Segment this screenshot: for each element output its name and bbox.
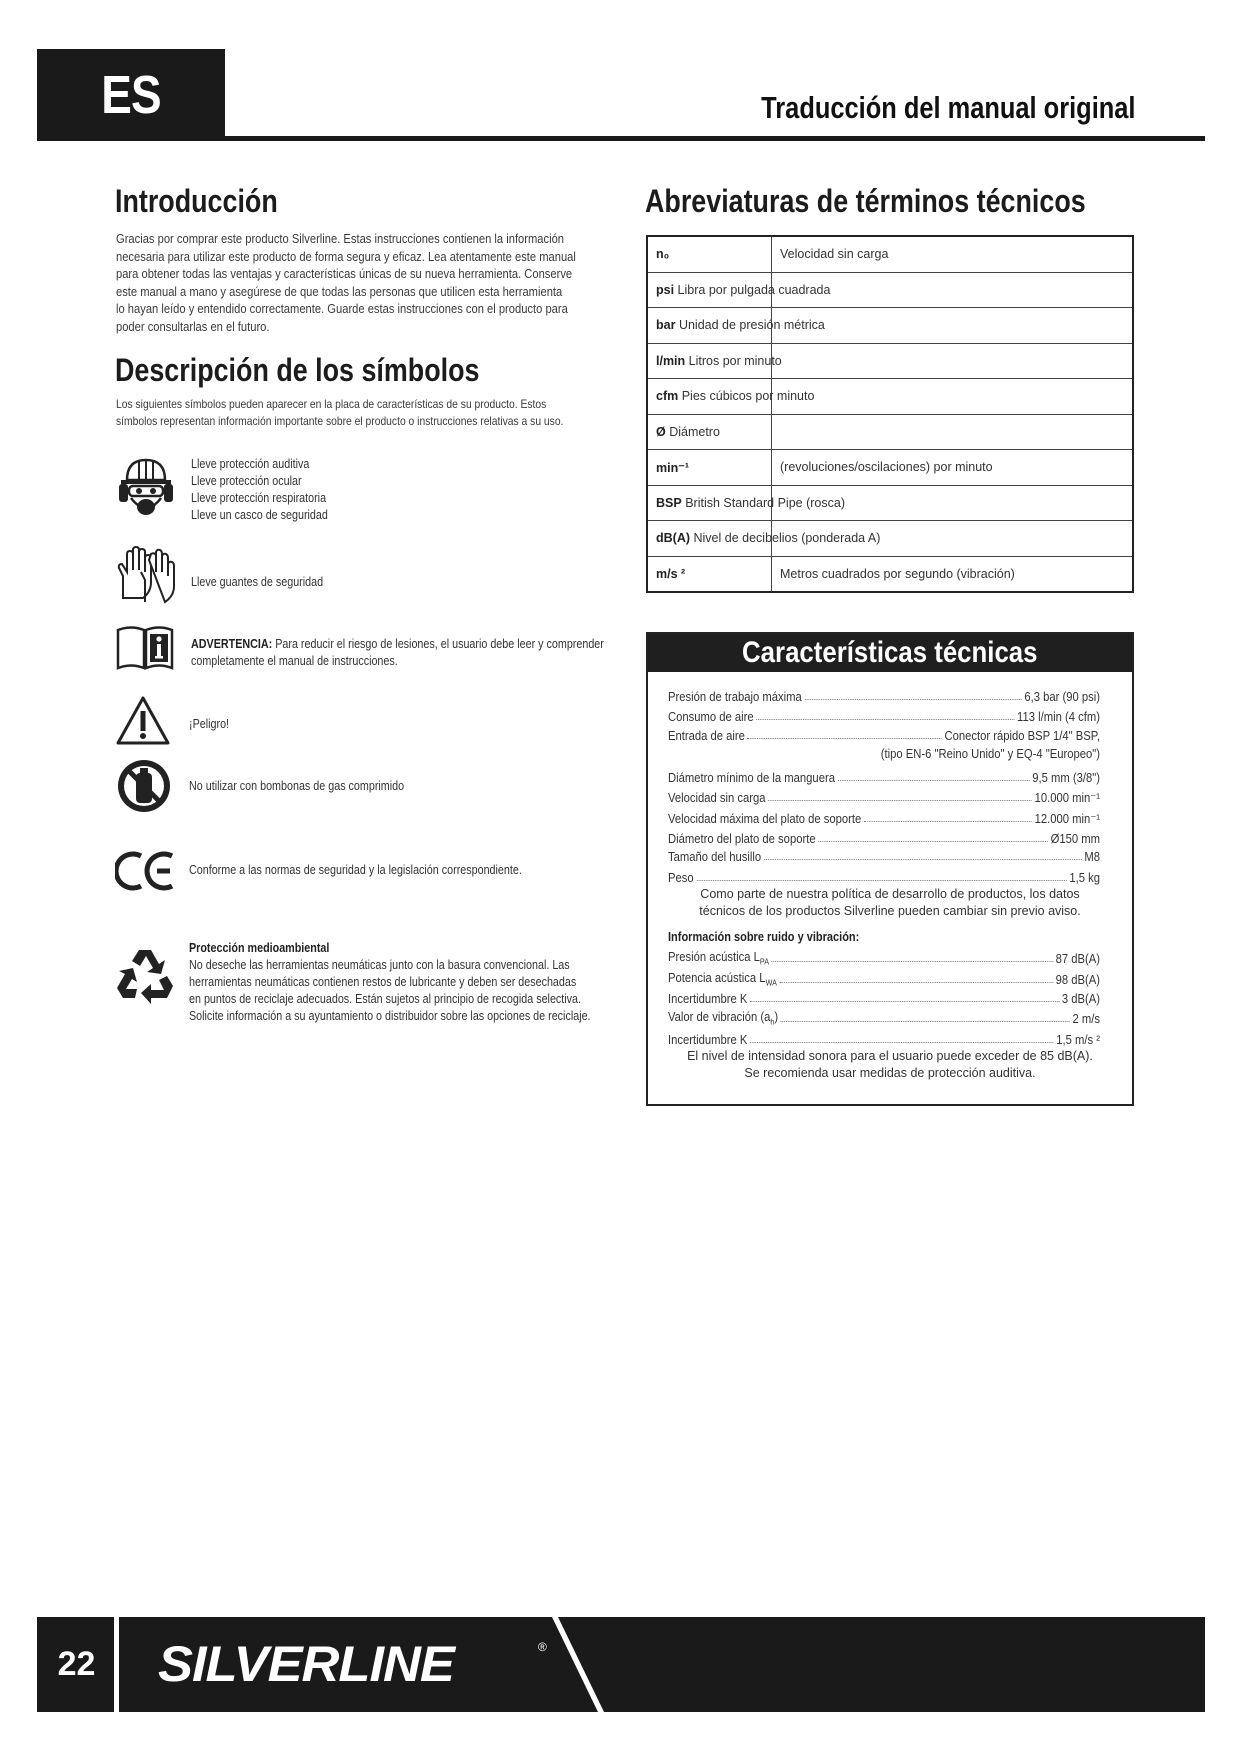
ppe-line: Lleve un casco de seguridad [191,508,328,522]
spec-value: 6,3 bar (90 psi) [1024,690,1100,704]
environment-text [189,940,591,1025]
spec-label: Entrada de aire [668,729,745,743]
intro-line: Gracias por comprar este producto Silverline. Estas instrucciones contienen la información [116,231,565,246]
abbreviation-row [647,236,1133,272]
spec-row [668,808,1100,826]
spec-label: Velocidad máxima del plato de soporte [668,812,862,826]
spec-value: (tipo EN-6 "Reino Unido" y EQ-4 "Europeo") [880,747,1100,761]
noise-row [668,1008,1100,1026]
abbreviation-entry [647,521,1133,557]
abbreviation-term-text: min⁻¹ [656,460,689,475]
symbols-heading: Descripción de los símbolos [115,352,480,388]
spec-note-line: Como parte de nuestra política de desarrollo de productos, los datos [700,887,1080,901]
document-title: Traducción del manual original [760,90,1135,125]
danger-text: ¡Peligro! [189,717,230,731]
spec-label: Tamaño del husillo [668,850,762,864]
spec-value: 10.000 min⁻¹ [1034,791,1100,805]
specifications-box [646,632,1134,1106]
noise-value: 98 dB(A) [1055,973,1100,987]
page-number: 22 [57,1645,96,1683]
abbreviation-term [647,236,772,272]
abbreviation-row [647,379,1133,415]
noise-value: 3 dB(A) [1061,992,1100,1006]
symbols-intro [116,396,623,429]
intro-line: necesaria para utilizar este producto de forma segura y eficaz. Lea atentamente este manual [116,248,576,264]
environment-line: Solicite información a su ayuntamiento o distribuidor sobre las opciones de reciclaje. [189,1009,591,1023]
specifications-heading-text: Características técnicas [742,636,1038,669]
abbreviation-row [647,521,1133,557]
abbreviation-meaning: British Standard Pipe (rosca) [685,495,845,510]
spec-label: Presión de trabajo máxima [668,690,802,704]
footer-divider [114,1617,119,1712]
spec-value: Conector rápido BSP 1/4" BSP, [944,729,1100,743]
abbreviation-meaning: Pies cúbicos por minuto [681,389,815,404]
spec-label: Velocidad sin carga [668,791,766,805]
noise-value: 87 dB(A) [1055,952,1100,966]
abbreviation-term-text: bar [656,318,676,333]
specifications-heading [648,634,1132,672]
gloves-text: Lleve guantes de seguridad [191,575,324,589]
ppe-line: Lleve protección respiratoria [191,491,327,505]
spec-value: M8 [1084,850,1100,864]
abbreviation-term-text: l/min [656,353,686,368]
abbreviation-term [647,450,772,486]
danger-icon [115,695,171,747]
environment-line: No deseche las herramientas neumáticas junto con la basura convencional. Las [189,958,570,972]
spec-value: 1,5 kg [1069,871,1100,885]
spec-note [648,886,1132,920]
abbreviation-entry [647,379,1133,415]
noise-label-sub: WA [765,978,777,987]
abbreviation-term-text: BSP [656,495,682,510]
abbreviation-entry [647,343,1133,379]
spec-note-line: técnicos de los productos Silverline pueden cambiar sin previo aviso. [699,904,1081,918]
noise-row [668,988,1100,1006]
spec-row-continued [668,743,1100,761]
header-rule [37,136,1205,141]
spec-row [668,706,1100,724]
noise-label: Valor de vibración (a [668,1009,771,1024]
noise-label: Potencia acústica L [668,970,766,985]
abbreviation-term-text: n₀ [656,247,670,262]
ppe-line: Lleve protección ocular [191,474,302,488]
abbreviation-meaning: Diámetro [669,424,720,439]
abbreviation-meaning: Litros por minuto [688,353,782,368]
abbreviation-row [647,485,1133,521]
abbreviations-heading: Abreviaturas de términos técnicos [645,183,1086,219]
noise-note-line: El nivel de intensidad sonora para el usuario puede exceder de 85 dB(A). [687,1049,1093,1063]
abbreviation-meaning: Velocidad sin carga [772,236,1134,272]
abbreviation-row [647,556,1133,592]
noise-label: Incertidumbre K [668,1033,748,1047]
noise-note-line: Se recomienda usar medidas de protección auditiva. [744,1066,1036,1080]
abbreviation-row [647,450,1133,486]
noise-row [668,969,1100,987]
intro-line: este manual a mano y asegúrese de que todas las personas que utilicen esta herramienta [116,283,563,299]
abbreviation-term-text: Ø [656,424,666,439]
spec-row [668,867,1100,885]
spec-label: Peso [668,871,694,885]
abbreviation-meaning: Libra por pulgada cuadrada [677,282,831,297]
ce-mark-icon [115,850,177,892]
spec-row [668,846,1100,864]
spec-row [668,686,1100,704]
no-gas-text: No utilizar con bombonas de gas comprimido [189,779,405,793]
ppe-head-icon [117,456,175,520]
abbreviation-term-text: dB(A) [656,531,691,546]
abbreviation-term-text: m/s ² [656,566,686,581]
language-code: ES [101,65,161,125]
abbreviation-term-text: cfm [656,389,679,404]
abbreviation-meaning: Metros cuadrados por segundo (vibración) [772,556,1134,592]
abbreviation-term-text: psi [656,282,675,297]
noise-heading: Información sobre ruido y vibración: [668,930,860,944]
warning-label: ADVERTENCIA: [191,637,273,651]
spec-label: Consumo de aire [668,710,754,724]
noise-label-sub: h [770,1017,775,1026]
abbreviation-entry [647,272,1133,308]
noise-label-tail: ) [774,1009,779,1024]
abbreviation-term [647,556,772,592]
intro-line: lo hayan leído y entendido correctamente. Guarde estas instrucciones con el producto para [116,301,568,317]
abbreviation-entry [647,414,1133,450]
intro-heading: Introducción [115,183,278,219]
warning-line: completamente el manual de instrucciones. [191,654,398,668]
abbreviation-row [647,343,1133,379]
environment-line: en puntos de reciclaje adecuados. Están sujetos al principio de recogida selectiva. [189,992,582,1006]
silverline-logo: SILVERLINE [158,1636,454,1692]
warning-text [191,636,604,670]
spec-label: Diámetro mínimo de la manguera [668,771,835,785]
spec-row [668,828,1100,846]
noise-label: Incertidumbre K [668,992,748,1006]
ppe-text [191,456,328,524]
abbreviation-meaning: Unidad de presión métrica [678,318,825,333]
recycle-icon [115,944,177,1004]
spec-row [668,725,1100,743]
read-manual-icon [115,622,175,672]
abbreviations-table [646,235,1134,593]
intro-line: para obtener todas las ventajas y características únicas de su nueva herramienta. Conserve [116,266,573,282]
abbreviation-meaning: Nivel de decibelios (ponderada A) [693,531,881,546]
noise-label-sub: PA [759,957,769,966]
spec-row [668,787,1100,805]
noise-note [648,1048,1132,1082]
spec-value: 9,5 mm (3/8") [1032,771,1100,785]
noise-row [668,1029,1100,1047]
no-gas-cylinder-icon [115,757,173,815]
spec-value: 113 l/min (4 cfm) [1017,710,1100,724]
abbreviation-entry [647,308,1133,344]
logo-slash-decoration [548,1617,608,1712]
intro-line: poder consultarlas en el futuro. [116,318,270,334]
ppe-line: Lleve protección auditiva [191,457,310,471]
noise-row [668,948,1100,966]
spec-value: 12.000 min⁻¹ [1034,812,1100,826]
registered-mark: ® [538,1640,547,1654]
ce-text: Conforme a las normas de seguridad y la legislación correspondiente. [189,863,522,877]
abbreviation-meaning: (revoluciones/oscilaciones) por minuto [772,450,1134,486]
warning-line: Para reducir el riesgo de lesiones, el usuario debe leer y comprender [272,637,604,651]
abbreviation-row [647,414,1133,450]
abbreviation-entry [647,485,1133,521]
environment-line: herramientas neumáticas contienen restos de lubricante y deben ser desechadas [189,975,577,989]
noise-value: 2 m/s [1072,1012,1100,1026]
noise-label: Presión acústica L [668,949,760,964]
spec-value: Ø150 mm [1050,832,1100,846]
abbreviation-row [647,308,1133,344]
spec-row [668,767,1100,785]
spec-label: Diámetro del plato de soporte [668,832,816,846]
intro-text [116,230,606,336]
gloves-icon [115,546,177,604]
abbreviation-row [647,272,1133,308]
symbols-intro-line: símbolos representan información importante sobre el producto o instrucciones relativas a su uso. [116,413,564,428]
symbols-intro-line: Los siguientes símbolos pueden aparecer en la placa de características de su producto. Estos [116,397,547,411]
environment-title: Protección medioambiental [189,941,330,955]
noise-value: 1,5 m/s ² [1056,1033,1100,1047]
